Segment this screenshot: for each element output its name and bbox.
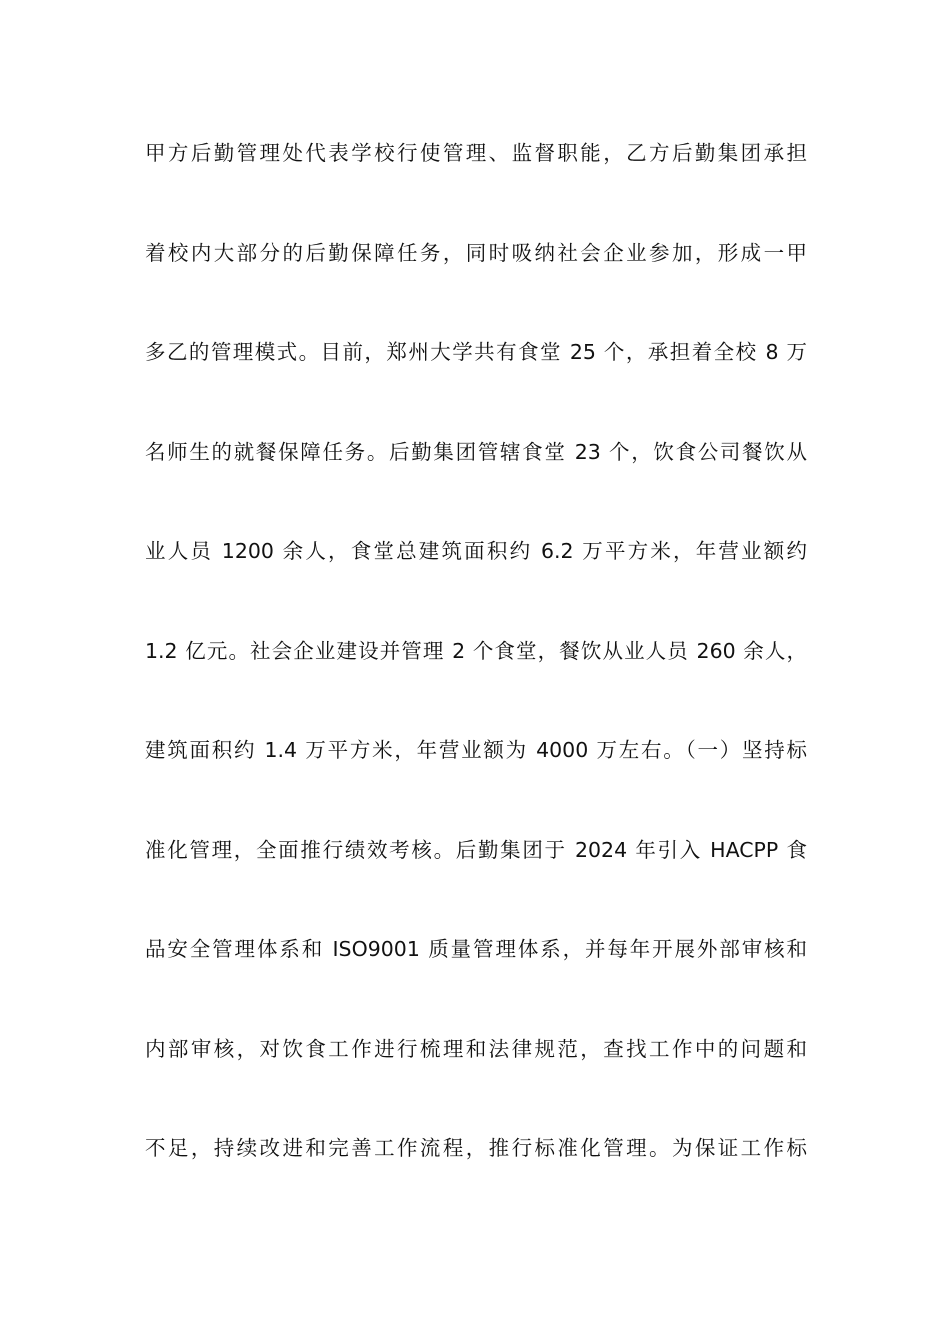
text-line-9: 品安全管理体系和 ISO9001 质量管理体系，并每年开展外部审核和: [145, 937, 807, 961]
text-line-6: 1.2 亿元。社会企业建设并管理 2 个食堂，餐饮从业人员 260 余人，: [145, 638, 807, 663]
text-line-10: 内部审核，对饮食工作进行梳理和法律规范，查找工作中的问题和: [145, 1036, 807, 1061]
text-line-7: 建筑面积约 1.4 万平方米，年营业额为 4000 万左右。（一）坚持标: [145, 738, 807, 762]
text-line-5: 业人员 1200 余人，食堂总建筑面积约 6.2 万平方米，年营业额约: [145, 539, 807, 563]
text-line-8: 准化管理，全面推行绩效考核。后勤集团于 2024 年引入 HACPP 食: [145, 837, 807, 862]
text-line-2: 着校内大部分的后勤保障任务，同时吸纳社会企业参加，形成一甲: [145, 240, 807, 265]
text-line-11: 不足，持续改进和完善工作流程，推行标准化管理。为保证工作标: [145, 1136, 807, 1160]
body-text: [145, 133, 807, 1228]
text-line-1: 甲方后勤管理处代表学校行使管理、监督职能，乙方后勤集团承担: [145, 141, 807, 165]
text-line-3: 多乙的管理模式。目前，郑州大学共有食堂 25 个，承担着全校 8 万: [145, 340, 807, 364]
text-line-4: 名师生的就餐保障任务。后勤集团管辖食堂 23 个，饮食公司餐饮从: [145, 439, 807, 464]
